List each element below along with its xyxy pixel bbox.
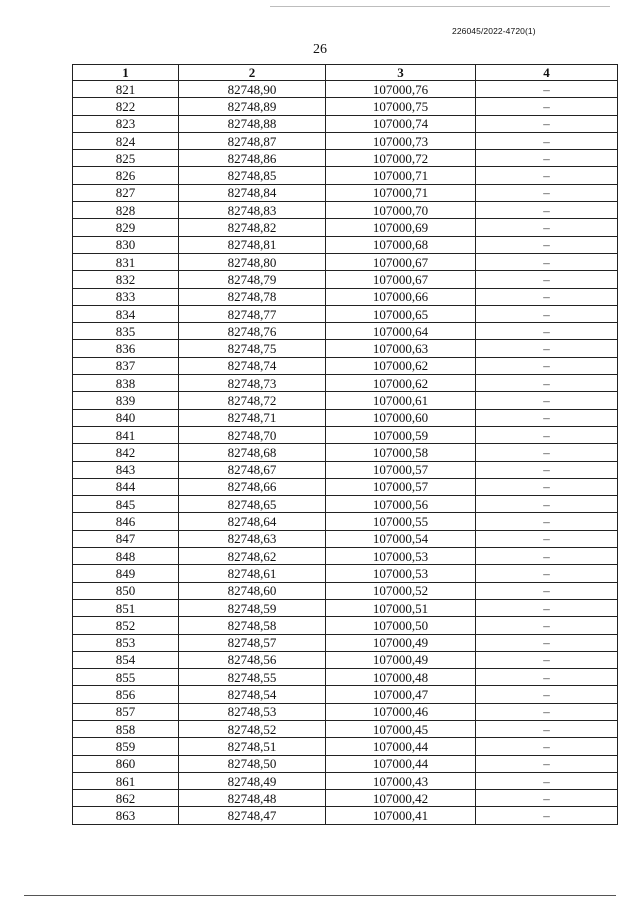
y-coordinate-cell: 107000,48	[326, 669, 476, 686]
point-number-cell: 840	[73, 409, 179, 426]
table-row	[73, 565, 618, 582]
point-number-cell: 853	[73, 634, 179, 651]
table-row	[73, 184, 618, 201]
column4-cell: –	[476, 617, 618, 634]
y-coordinate-cell: 107000,64	[326, 323, 476, 340]
table-row	[73, 478, 618, 495]
table-row	[73, 98, 618, 115]
point-number-cell: 850	[73, 582, 179, 599]
table-row	[73, 219, 618, 236]
x-coordinate-cell: 82748,66	[179, 478, 326, 495]
point-number-cell: 863	[73, 807, 179, 824]
table-row	[73, 150, 618, 167]
column4-cell: –	[476, 669, 618, 686]
y-coordinate-cell: 107000,69	[326, 219, 476, 236]
column4-cell: –	[476, 755, 618, 772]
point-number-cell: 845	[73, 496, 179, 513]
y-coordinate-cell: 107000,60	[326, 409, 476, 426]
column4-cell: –	[476, 496, 618, 513]
x-coordinate-cell: 82748,65	[179, 496, 326, 513]
column4-cell: –	[476, 392, 618, 409]
column-header: 3	[326, 65, 476, 81]
y-coordinate-cell: 107000,44	[326, 738, 476, 755]
page-number: 26	[313, 42, 327, 57]
x-coordinate-cell: 82748,76	[179, 323, 326, 340]
table-row	[73, 202, 618, 219]
point-number-cell: 838	[73, 375, 179, 392]
point-number-cell: 843	[73, 461, 179, 478]
table-row	[73, 634, 618, 651]
x-coordinate-cell: 82748,85	[179, 167, 326, 184]
y-coordinate-cell: 107000,47	[326, 686, 476, 703]
table-row	[73, 426, 618, 443]
column4-cell: –	[476, 720, 618, 737]
x-coordinate-cell: 82748,86	[179, 150, 326, 167]
column4-cell: –	[476, 81, 618, 98]
table-row	[73, 513, 618, 530]
y-coordinate-cell: 107000,44	[326, 755, 476, 772]
y-coordinate-cell: 107000,53	[326, 565, 476, 582]
y-coordinate-cell: 107000,51	[326, 599, 476, 616]
y-coordinate-cell: 107000,55	[326, 513, 476, 530]
column4-cell: –	[476, 426, 618, 443]
y-coordinate-cell: 107000,74	[326, 115, 476, 132]
x-coordinate-cell: 82748,56	[179, 651, 326, 668]
table-row	[73, 444, 618, 461]
y-coordinate-cell: 107000,67	[326, 253, 476, 270]
table-row	[73, 720, 618, 737]
column4-cell: –	[476, 634, 618, 651]
column4-cell: –	[476, 202, 618, 219]
column4-cell: –	[476, 409, 618, 426]
point-number-cell: 847	[73, 530, 179, 547]
point-number-cell: 854	[73, 651, 179, 668]
x-coordinate-cell: 82748,63	[179, 530, 326, 547]
table-row	[73, 340, 618, 357]
y-coordinate-cell: 107000,46	[326, 703, 476, 720]
x-coordinate-cell: 82748,90	[179, 81, 326, 98]
y-coordinate-cell: 107000,53	[326, 548, 476, 565]
x-coordinate-cell: 82748,71	[179, 409, 326, 426]
x-coordinate-cell: 82748,50	[179, 755, 326, 772]
table-row	[73, 115, 618, 132]
point-number-cell: 836	[73, 340, 179, 357]
x-coordinate-cell: 82748,79	[179, 271, 326, 288]
x-coordinate-cell: 82748,89	[179, 98, 326, 115]
table-row	[73, 375, 618, 392]
column4-cell: –	[476, 288, 618, 305]
bottom-divider	[24, 895, 616, 896]
point-number-cell: 824	[73, 132, 179, 149]
y-coordinate-cell: 107000,54	[326, 530, 476, 547]
table-row	[73, 132, 618, 149]
table-row	[73, 253, 618, 270]
table-row	[73, 651, 618, 668]
point-number-cell: 837	[73, 357, 179, 374]
y-coordinate-cell: 107000,41	[326, 807, 476, 824]
table-row	[73, 305, 618, 322]
x-coordinate-cell: 82748,70	[179, 426, 326, 443]
x-coordinate-cell: 82748,68	[179, 444, 326, 461]
column4-cell: –	[476, 513, 618, 530]
column4-cell: –	[476, 790, 618, 807]
point-number-cell: 831	[73, 253, 179, 270]
point-number-cell: 859	[73, 738, 179, 755]
table-row	[73, 790, 618, 807]
y-coordinate-cell: 107000,49	[326, 651, 476, 668]
point-number-cell: 826	[73, 167, 179, 184]
column4-cell: –	[476, 305, 618, 322]
column4-cell: –	[476, 323, 618, 340]
point-number-cell: 849	[73, 565, 179, 582]
point-number-cell: 855	[73, 669, 179, 686]
y-coordinate-cell: 107000,65	[326, 305, 476, 322]
x-coordinate-cell: 82748,48	[179, 790, 326, 807]
point-number-cell: 852	[73, 617, 179, 634]
y-coordinate-cell: 107000,72	[326, 150, 476, 167]
column4-cell: –	[476, 253, 618, 270]
x-coordinate-cell: 82748,51	[179, 738, 326, 755]
y-coordinate-cell: 107000,58	[326, 444, 476, 461]
top-divider	[270, 6, 610, 7]
y-coordinate-cell: 107000,70	[326, 202, 476, 219]
table-row	[73, 772, 618, 789]
column4-cell: –	[476, 548, 618, 565]
table-row	[73, 548, 618, 565]
y-coordinate-cell: 107000,71	[326, 167, 476, 184]
table-header-row	[73, 65, 618, 81]
point-number-cell: 832	[73, 271, 179, 288]
table-row	[73, 703, 618, 720]
table-row	[73, 409, 618, 426]
point-number-cell: 833	[73, 288, 179, 305]
y-coordinate-cell: 107000,63	[326, 340, 476, 357]
x-coordinate-cell: 82748,73	[179, 375, 326, 392]
point-number-cell: 851	[73, 599, 179, 616]
table-row	[73, 288, 618, 305]
point-number-cell: 828	[73, 202, 179, 219]
point-number-cell: 842	[73, 444, 179, 461]
column-header: 1	[73, 65, 179, 81]
x-coordinate-cell: 82748,83	[179, 202, 326, 219]
column4-cell: –	[476, 184, 618, 201]
x-coordinate-cell: 82748,52	[179, 720, 326, 737]
table-row	[73, 530, 618, 547]
x-coordinate-cell: 82748,60	[179, 582, 326, 599]
x-coordinate-cell: 82748,67	[179, 461, 326, 478]
table-row	[73, 755, 618, 772]
y-coordinate-cell: 107000,49	[326, 634, 476, 651]
column4-cell: –	[476, 599, 618, 616]
column4-cell: –	[476, 461, 618, 478]
column4-cell: –	[476, 115, 618, 132]
y-coordinate-cell: 107000,42	[326, 790, 476, 807]
table-row	[73, 582, 618, 599]
x-coordinate-cell: 82748,78	[179, 288, 326, 305]
y-coordinate-cell: 107000,59	[326, 426, 476, 443]
point-number-cell: 823	[73, 115, 179, 132]
x-coordinate-cell: 82748,75	[179, 340, 326, 357]
column4-cell: –	[476, 150, 618, 167]
x-coordinate-cell: 82748,62	[179, 548, 326, 565]
document-id: 226045/2022-4720(1)	[452, 26, 536, 36]
point-number-cell: 857	[73, 703, 179, 720]
table-row	[73, 496, 618, 513]
point-number-cell: 839	[73, 392, 179, 409]
x-coordinate-cell: 82748,55	[179, 669, 326, 686]
x-coordinate-cell: 82748,47	[179, 807, 326, 824]
column4-cell: –	[476, 651, 618, 668]
x-coordinate-cell: 82748,87	[179, 132, 326, 149]
column4-cell: –	[476, 478, 618, 495]
point-number-cell: 822	[73, 98, 179, 115]
table-row	[73, 271, 618, 288]
point-number-cell: 856	[73, 686, 179, 703]
y-coordinate-cell: 107000,73	[326, 132, 476, 149]
table-row	[73, 236, 618, 253]
point-number-cell: 841	[73, 426, 179, 443]
column4-cell: –	[476, 375, 618, 392]
y-coordinate-cell: 107000,57	[326, 461, 476, 478]
point-number-cell: 821	[73, 81, 179, 98]
table-row	[73, 357, 618, 374]
y-coordinate-cell: 107000,52	[326, 582, 476, 599]
x-coordinate-cell: 82748,81	[179, 236, 326, 253]
point-number-cell: 848	[73, 548, 179, 565]
x-coordinate-cell: 82748,80	[179, 253, 326, 270]
y-coordinate-cell: 107000,75	[326, 98, 476, 115]
y-coordinate-cell: 107000,62	[326, 357, 476, 374]
y-coordinate-cell: 107000,57	[326, 478, 476, 495]
point-number-cell: 825	[73, 150, 179, 167]
y-coordinate-cell: 107000,68	[326, 236, 476, 253]
column4-cell: –	[476, 271, 618, 288]
y-coordinate-cell: 107000,62	[326, 375, 476, 392]
table-row	[73, 669, 618, 686]
y-coordinate-cell: 107000,71	[326, 184, 476, 201]
column4-cell: –	[476, 444, 618, 461]
column4-cell: –	[476, 565, 618, 582]
table-row	[73, 461, 618, 478]
table-row	[73, 599, 618, 616]
y-coordinate-cell: 107000,43	[326, 772, 476, 789]
x-coordinate-cell: 82748,72	[179, 392, 326, 409]
point-number-cell: 830	[73, 236, 179, 253]
table-row	[73, 617, 618, 634]
y-coordinate-cell: 107000,50	[326, 617, 476, 634]
column4-cell: –	[476, 738, 618, 755]
coordinates-table	[72, 64, 618, 825]
column4-cell: –	[476, 807, 618, 824]
table-row	[73, 81, 618, 98]
x-coordinate-cell: 82748,49	[179, 772, 326, 789]
point-number-cell: 846	[73, 513, 179, 530]
column4-cell: –	[476, 582, 618, 599]
column4-cell: –	[476, 686, 618, 703]
x-coordinate-cell: 82748,57	[179, 634, 326, 651]
x-coordinate-cell: 82748,58	[179, 617, 326, 634]
point-number-cell: 829	[73, 219, 179, 236]
column-header: 2	[179, 65, 326, 81]
x-coordinate-cell: 82748,53	[179, 703, 326, 720]
point-number-cell: 862	[73, 790, 179, 807]
point-number-cell: 844	[73, 478, 179, 495]
table-row	[73, 738, 618, 755]
point-number-cell: 858	[73, 720, 179, 737]
point-number-cell: 834	[73, 305, 179, 322]
column-header: 4	[476, 65, 618, 81]
x-coordinate-cell: 82748,82	[179, 219, 326, 236]
y-coordinate-cell: 107000,45	[326, 720, 476, 737]
table-body	[73, 81, 618, 825]
point-number-cell: 861	[73, 772, 179, 789]
x-coordinate-cell: 82748,84	[179, 184, 326, 201]
x-coordinate-cell: 82748,54	[179, 686, 326, 703]
column4-cell: –	[476, 703, 618, 720]
column4-cell: –	[476, 98, 618, 115]
x-coordinate-cell: 82748,77	[179, 305, 326, 322]
column4-cell: –	[476, 132, 618, 149]
point-number-cell: 827	[73, 184, 179, 201]
column4-cell: –	[476, 236, 618, 253]
table-row	[73, 686, 618, 703]
point-number-cell: 860	[73, 755, 179, 772]
table-row	[73, 167, 618, 184]
column4-cell: –	[476, 167, 618, 184]
column4-cell: –	[476, 772, 618, 789]
column4-cell: –	[476, 219, 618, 236]
point-number-cell: 835	[73, 323, 179, 340]
y-coordinate-cell: 107000,76	[326, 81, 476, 98]
column4-cell: –	[476, 357, 618, 374]
table-row	[73, 392, 618, 409]
y-coordinate-cell: 107000,56	[326, 496, 476, 513]
x-coordinate-cell: 82748,61	[179, 565, 326, 582]
column4-cell: –	[476, 530, 618, 547]
table-row	[73, 323, 618, 340]
y-coordinate-cell: 107000,66	[326, 288, 476, 305]
x-coordinate-cell: 82748,59	[179, 599, 326, 616]
x-coordinate-cell: 82748,74	[179, 357, 326, 374]
x-coordinate-cell: 82748,64	[179, 513, 326, 530]
column4-cell: –	[476, 340, 618, 357]
y-coordinate-cell: 107000,61	[326, 392, 476, 409]
x-coordinate-cell: 82748,88	[179, 115, 326, 132]
y-coordinate-cell: 107000,67	[326, 271, 476, 288]
table-row	[73, 807, 618, 824]
